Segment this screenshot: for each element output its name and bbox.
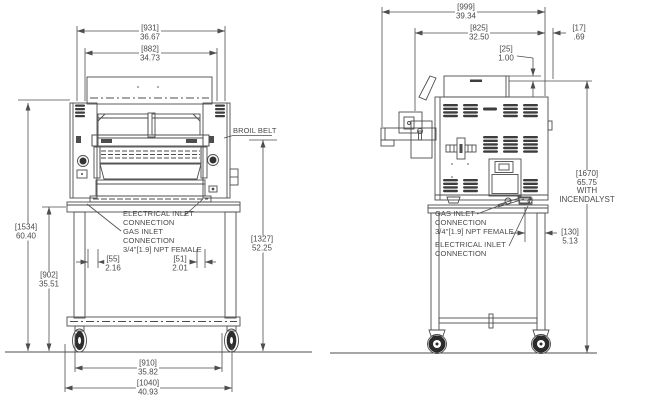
dim-overall-depth-side: [999] 39.34 (455, 2, 477, 20)
gas-leader (87, 204, 121, 231)
dim-body-depth-side: [825] 32.50 (468, 23, 490, 41)
dim-body-width-front: [882] 34.73 (139, 44, 161, 62)
dim-gas-offset-front: [55] 2.16 (105, 254, 121, 272)
broil-belt-leader (224, 136, 272, 139)
front-vent-louvers (75, 105, 225, 118)
dim-belt-height-front: [1327] 52.25 (250, 234, 274, 252)
electrical-inlet-label-front: ELECTRICAL INLET CONNECTION (123, 209, 194, 227)
front-view-machine (70, 77, 238, 202)
dim-stand-height-front: [902] 35.51 (38, 270, 60, 288)
dim-base-width-front: [1040] 40.93 (136, 378, 160, 396)
side-view-machine (381, 76, 552, 207)
dim-rear-offset-side: [17] .69 (572, 23, 586, 41)
dim-leg-span-front: [910] 35.82 (137, 358, 159, 376)
broil-belt-label: BROIL BELT (233, 126, 277, 135)
dim-electrical-offset-front: [51] 2.01 (172, 254, 188, 272)
dim-overall-height-side: [1670] 65.75 WITH INCENDALYST (559, 169, 615, 204)
dim-overall-height-front: [1534] 60.40 (14, 222, 38, 240)
electrical-inlet-label-side: ELECTRICAL INLET CONNECTION (435, 240, 506, 258)
dim-electrical-offset-side: [130] 5.13 (561, 227, 579, 245)
dim-top-step-side: [25] 1.00 (498, 44, 514, 62)
gas-inlet-label-side: GAS INLET CONNECTION 3/4"[1.9] NPT FEMALE (435, 209, 514, 236)
gas-inlet-label-front: GAS INLET CONNECTION 3/4"[1.9] NPT FEMALE (123, 227, 202, 254)
dim-overall-width-front: [931] 36.67 (139, 23, 161, 41)
